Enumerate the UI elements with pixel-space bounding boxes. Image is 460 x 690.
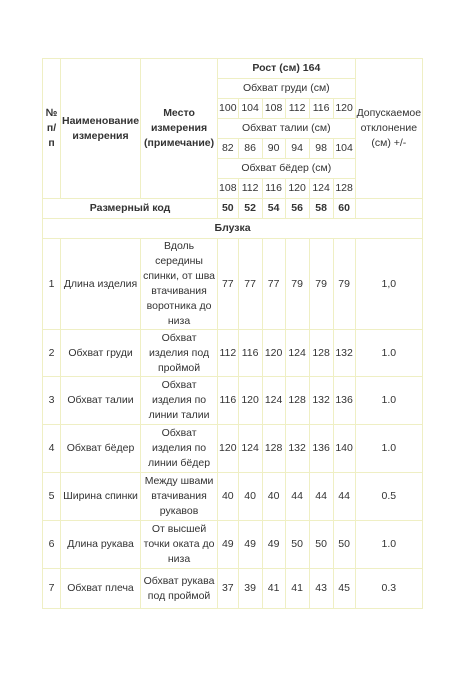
size-code-value: 54 [262, 199, 285, 219]
row-value: 50 [309, 521, 333, 569]
row-value: 124 [238, 425, 262, 473]
row-value: 40 [218, 473, 239, 521]
header-height: Рост (см) 164 [218, 59, 356, 79]
row-value: 112 [218, 330, 239, 377]
chest-value: 112 [285, 99, 309, 119]
waist-value: 104 [333, 139, 355, 159]
row-value: 43 [309, 569, 333, 609]
hips-value: 124 [309, 179, 333, 199]
row-value: 40 [238, 473, 262, 521]
row-tolerance: 1,0 [355, 239, 423, 330]
row-number: 7 [43, 569, 61, 609]
header-measure-name: Наименование измерения [61, 59, 141, 199]
size-code-empty [355, 199, 423, 219]
row-value: 44 [285, 473, 309, 521]
row-value: 120 [262, 330, 285, 377]
header-tolerance: Допускаемое отклонение (см) +/- [355, 59, 423, 199]
row-number: 1 [43, 239, 61, 330]
waist-label: Обхват талии (см) [218, 119, 356, 139]
row-value: 120 [218, 425, 239, 473]
table-row [43, 330, 423, 377]
size-code-value: 60 [333, 199, 355, 219]
hips-value: 120 [285, 179, 309, 199]
chest-value: 120 [333, 99, 355, 119]
hips-value: 112 [238, 179, 262, 199]
row-value: 124 [285, 330, 309, 377]
row-value: 124 [262, 377, 285, 425]
row-value: 49 [218, 521, 239, 569]
row-tolerance: 1.0 [355, 330, 423, 377]
row-measure-name: Обхват груди [61, 330, 141, 377]
chest-value: 116 [309, 99, 333, 119]
row-measure-place: От высшей точки оката до низа [141, 521, 218, 569]
waist-value: 86 [238, 139, 262, 159]
table-row [43, 377, 423, 425]
row-measure-place: Обхват рукава под проймой [141, 569, 218, 609]
hips-value: 128 [333, 179, 355, 199]
row-value: 41 [262, 569, 285, 609]
row-value: 116 [238, 330, 262, 377]
size-code-value: 58 [309, 199, 333, 219]
row-number: 3 [43, 377, 61, 425]
row-value: 77 [218, 239, 239, 330]
header-measure-place: Место измерения (примечание) [141, 59, 218, 199]
row-value: 136 [333, 377, 355, 425]
row-value: 79 [285, 239, 309, 330]
table-row [43, 239, 423, 330]
row-measure-name: Длина рукава [61, 521, 141, 569]
row-number: 2 [43, 330, 61, 377]
row-value: 116 [218, 377, 239, 425]
row-tolerance: 1.0 [355, 521, 423, 569]
row-value: 79 [333, 239, 355, 330]
table-row [43, 569, 423, 609]
table-row [43, 521, 423, 569]
row-tolerance: 1.0 [355, 377, 423, 425]
row-value: 39 [238, 569, 262, 609]
row-measure-place: Обхват изделия по линии бёдер [141, 425, 218, 473]
chest-value: 104 [238, 99, 262, 119]
row-measure-place: Между швами втачивания рукавов [141, 473, 218, 521]
row-tolerance: 1.0 [355, 425, 423, 473]
row-tolerance: 0.3 [355, 569, 423, 609]
row-value: 128 [262, 425, 285, 473]
row-measure-place: Вдоль середины спинки, от шва втачивания воротника до низа [141, 239, 218, 330]
row-tolerance: 0.5 [355, 473, 423, 521]
size-code-value: 56 [285, 199, 309, 219]
row-value: 128 [285, 377, 309, 425]
row-value: 50 [333, 521, 355, 569]
row-value: 120 [238, 377, 262, 425]
row-value: 45 [333, 569, 355, 609]
table-row [43, 473, 423, 521]
section-title: Блузка [43, 219, 423, 239]
row-value: 128 [309, 330, 333, 377]
row-measure-name: Обхват плеча [61, 569, 141, 609]
row-value: 41 [285, 569, 309, 609]
hips-label: Обхват бёдер (см) [218, 159, 356, 179]
row-number: 6 [43, 521, 61, 569]
row-value: 49 [238, 521, 262, 569]
row-value: 44 [333, 473, 355, 521]
row-value: 50 [285, 521, 309, 569]
size-code-label: Размерный код [43, 199, 218, 219]
waist-value: 98 [309, 139, 333, 159]
row-value: 136 [309, 425, 333, 473]
row-measure-name: Ширина спинки [61, 473, 141, 521]
row-number: 4 [43, 425, 61, 473]
row-number: 5 [43, 473, 61, 521]
row-value: 132 [285, 425, 309, 473]
row-measure-name: Обхват бёдер [61, 425, 141, 473]
chest-value: 100 [218, 99, 239, 119]
row-value: 77 [262, 239, 285, 330]
header-number: № п/п [43, 59, 61, 199]
row-value: 40 [262, 473, 285, 521]
row-value: 140 [333, 425, 355, 473]
row-value: 132 [333, 330, 355, 377]
waist-value: 82 [218, 139, 239, 159]
hips-value: 116 [262, 179, 285, 199]
size-code-value: 52 [238, 199, 262, 219]
waist-value: 90 [262, 139, 285, 159]
size-chart-table [42, 58, 423, 609]
row-measure-place: Обхват изделия по линии талии [141, 377, 218, 425]
row-value: 49 [262, 521, 285, 569]
row-measure-place: Обхват изделия под проймой [141, 330, 218, 377]
hips-value: 108 [218, 179, 239, 199]
size-code-value: 50 [218, 199, 239, 219]
row-value: 37 [218, 569, 239, 609]
waist-value: 94 [285, 139, 309, 159]
row-value: 79 [309, 239, 333, 330]
row-measure-name: Обхват талии [61, 377, 141, 425]
row-value: 77 [238, 239, 262, 330]
chest-value: 108 [262, 99, 285, 119]
row-value: 132 [309, 377, 333, 425]
row-value: 44 [309, 473, 333, 521]
chest-label: Обхват груди (см) [218, 79, 356, 99]
row-measure-name: Длина изделия [61, 239, 141, 330]
table-row [43, 425, 423, 473]
